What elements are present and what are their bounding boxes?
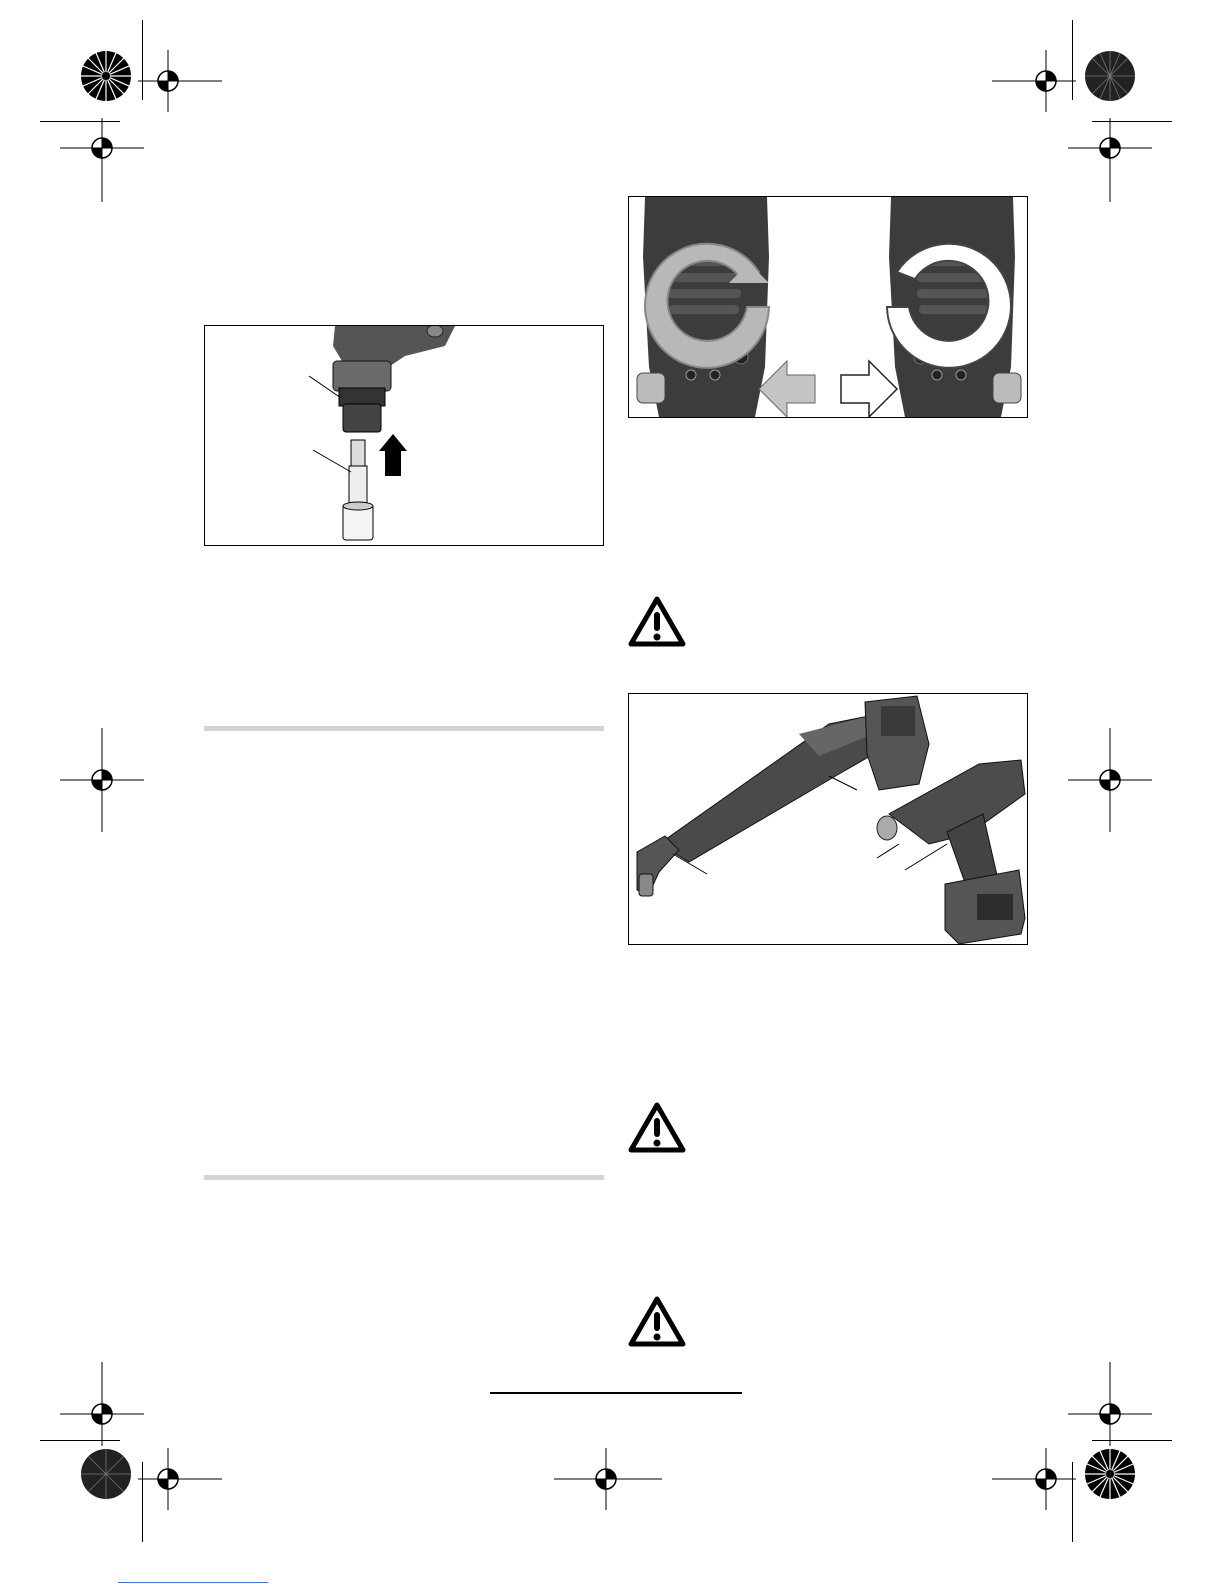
registration-crosshair-icon (60, 1362, 144, 1446)
registration-crosshair-icon (138, 50, 222, 112)
angle-screwdriver-and-pistol-screwdriver-illustration (629, 694, 1027, 944)
registration-crosshair-icon (1068, 728, 1152, 832)
starburst-calibration-icon (80, 1448, 132, 1500)
figure-bit-insertion (204, 325, 604, 546)
starburst-calibration-icon (1084, 50, 1136, 102)
socket-bit-insertion-illustration (205, 326, 603, 545)
warning-triangle-icon (628, 1102, 686, 1154)
section-divider (204, 726, 604, 731)
registration-crosshair-icon (992, 50, 1076, 112)
registration-crosshair-icon (60, 728, 144, 832)
starburst-calibration-icon (1084, 1448, 1136, 1500)
registration-crosshair-icon (138, 1448, 222, 1510)
rotation-direction-illustration (629, 197, 1027, 417)
registration-crosshair-icon (554, 1448, 662, 1510)
registration-crosshair-icon (1068, 118, 1152, 202)
link-underline (118, 1582, 268, 1583)
registration-crosshair-icon (60, 118, 144, 202)
figure-tool-overview (628, 693, 1028, 945)
footer-rule (490, 1392, 742, 1394)
starburst-calibration-icon (80, 50, 132, 102)
section-divider (204, 1175, 604, 1180)
registration-crosshair-icon (1068, 1362, 1152, 1446)
warning-triangle-icon (628, 1296, 686, 1348)
warning-triangle-icon (628, 596, 686, 648)
registration-crosshair-icon (992, 1448, 1076, 1510)
figure-rotation-direction (628, 196, 1028, 418)
